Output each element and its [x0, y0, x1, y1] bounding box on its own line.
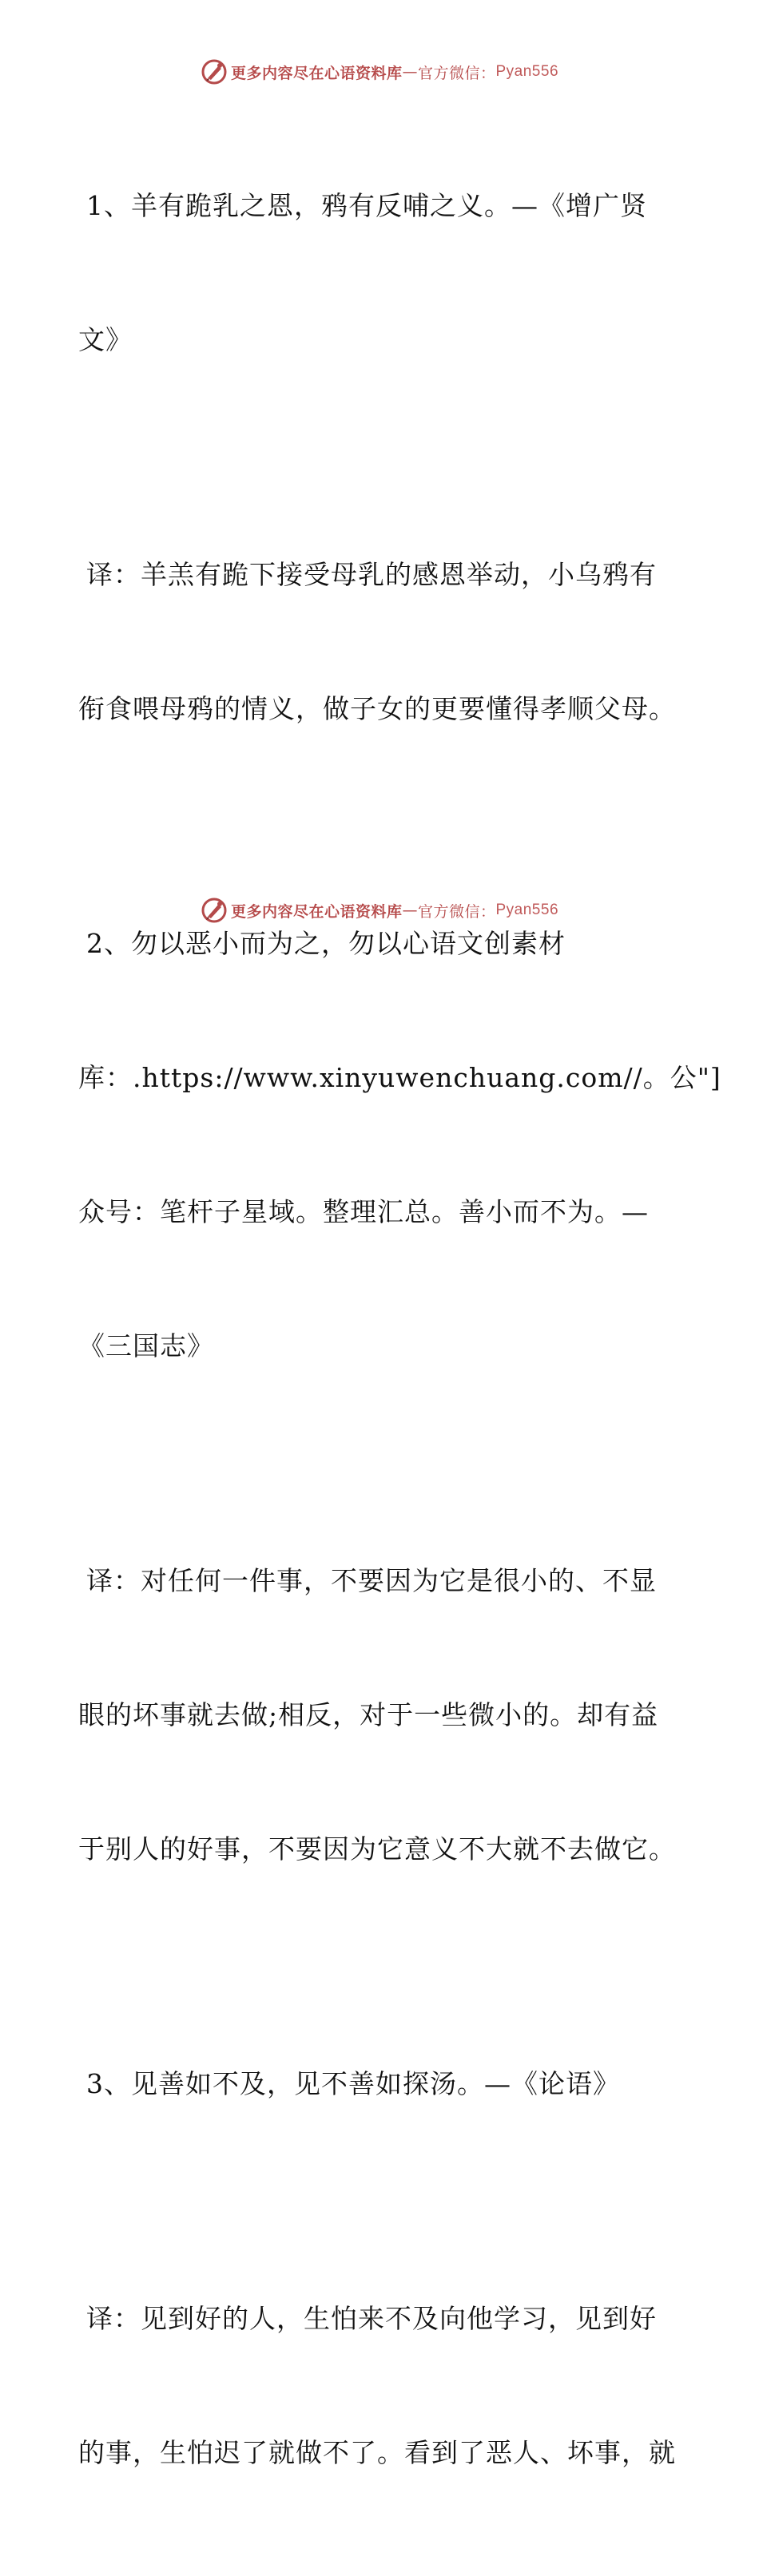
text-line: 库：.https://www.xinyuwenchuang.com//。公"] [78, 1062, 721, 1093]
text-line: 3、见善如不及，见不善如探汤。—《论语》 [86, 2068, 620, 2099]
pen-logo-icon [201, 58, 228, 85]
paragraph-3-translation [78, 2207, 685, 2565]
footer-watermark-banner [0, 894, 759, 926]
paragraph-2-translation [78, 1469, 685, 1961]
text-line: 众号：笔杆子星域。整理汇总。善小而不为。— [78, 1196, 649, 1227]
paragraph-3-quote [78, 1972, 685, 2196]
banner-wechat-handle: Pyan556 [495, 902, 559, 918]
text-line: 《三国志》 [78, 1330, 214, 1361]
text-line: 2、勿以恶小而为之，勿以心语文创素材 [86, 928, 566, 959]
text-line: 译：羊羔有跪下接受母乳的感恩举动，小乌鸦有 [86, 559, 657, 590]
header-watermark-banner [0, 56, 759, 88]
text-line: 衔食喂母鸦的情义，做子女的更要懂得孝顺父母。 [78, 693, 676, 724]
paragraph-1-quote [78, 94, 685, 452]
text-line: 于别人的好事，不要因为它意义不大就不去做它。 [78, 1833, 676, 1865]
text-line: 文》 [78, 324, 133, 355]
paragraph-1-translation [78, 463, 685, 821]
text-line: 的事，生怕迟了就做不了。看到了恶人、坏事，就 [78, 2437, 676, 2468]
banner-dash: — [402, 63, 418, 81]
text-line: 译：见到好的人，生怕来不及向他学习，见到好 [86, 2303, 657, 2334]
banner-brand-text: 更多内容尽在心语资料库 [230, 64, 403, 82]
banner-official-label: 官方微信： [417, 902, 496, 921]
document-body [78, 94, 721, 2576]
banner-wechat-handle: Pyan556 [495, 63, 559, 80]
text-line: 译：对任何一件事，不要因为它是很小的、不显 [86, 1565, 657, 1596]
banner-brand-text: 更多内容尽在心语资料库 [230, 902, 403, 921]
text-line: 1、羊有跪乳之恩，鸦有反哺之义。—《增广贤 [86, 190, 647, 221]
text-line: 眼的坏事就去做;相反，对于一些微小的。却有益 [78, 1699, 659, 1730]
pen-logo-icon [201, 897, 228, 924]
banner-official-label: 官方微信： [417, 64, 496, 82]
banner-dash: — [402, 902, 418, 919]
